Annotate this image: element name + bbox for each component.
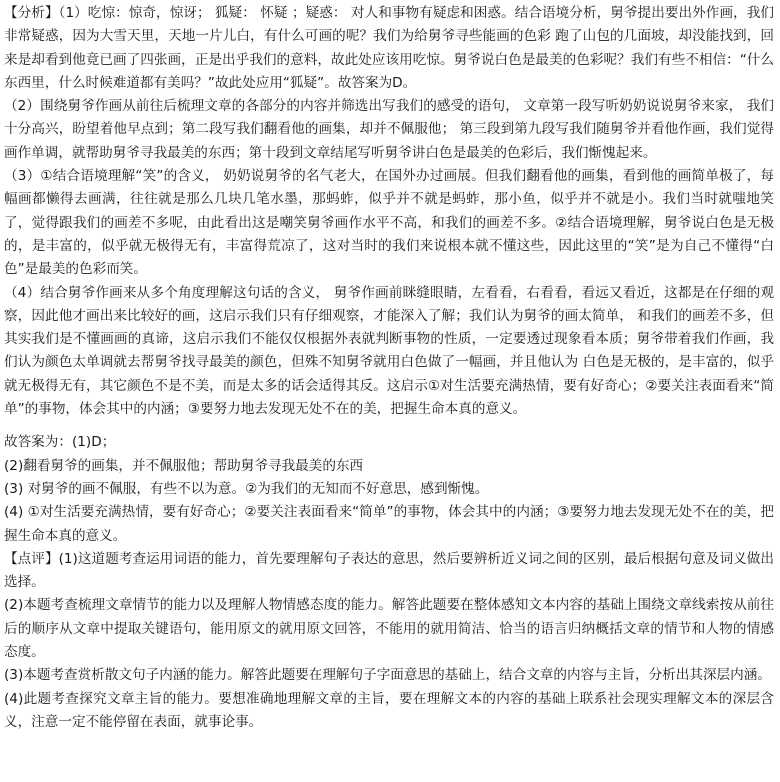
comment-2: (2)本题考查梳理文章情节的能力以及理解人物情感态度的能力。解答此题要在整体感知文本内容的基础上围绕文章线索按从前往后的顺序从文章中提取关键语句，能用原文的就用原文回答，不能用的就用简洁、恰当的语言归纳概括文章的情节和人物的情感态度。 [4, 597, 774, 661]
comment-1: 【点评】(1)这道题考查运用词语的能力，首先要理解句子表达的意思，然后要辨析近义词之间的区别，最后根据句意及词义做出选择。 [4, 550, 774, 591]
analysis-part-1: 【分析】（1）吃惊：惊奇，惊讶； 狐疑： 怀疑 ；疑惑： 对人和事物有疑虑和困惑。结合语境分析，舅爷提出要出外作画，我们非常疑惑，因为大雪天里，天地一片儿白，有什么可画的呢？我们为给舅爷寻些能画的色彩 跑了山包的几面坡，却没能找到，回来是却看到他竟已画了四张画，正是出乎我们的意料，故此处应该用吃惊。舅爷说白色是最美的色彩呢？我们有些不相信：“什么东西里，什么时候难道都有美吗？”故此处应用“狐疑”。故答案为D。 [4, 5, 774, 91]
answer-4: (4) ①对生活要充满热情，要有好奇心；②要关注表面看来“简单”的事物，体会其中的内涵；③要努力地去发现无处不在的美，把握生命本真的意义。 [4, 504, 774, 544]
answer-2: (2)翻看舅爷的画集，并不佩服他；帮助舅爷寻我最美的东西 [4, 457, 364, 474]
analysis-part-2: （2）围绕舅爷作画从前往后梳理文章的各部分的内容并筛选出写我们的感受的语句， 文章第一段写听奶奶说说舅爷来家， 我们十分高兴，盼望着他早点到；第二段写我们翻看他的画集，却并不佩服他； 第三段到第九段写我们随舅爷并看他作画，我们觉得画作单调，就帮助舅爷寻我最美的东西；第十段到文章结尾写听舅爷讲白色是最美的色彩后，我们惭愧起来。 [4, 98, 774, 161]
answer-1: 故答案为：(1)D； [4, 434, 116, 451]
analysis-part-3: （3）①结合语境理解“笑”的含义， 奶奶说舅爷的名气老大，在国外办过画展。但我们翻看他的画集，看到他的画简单极了，每幅画都懒得去画满，往往就是那么几块几笔水墨，那蚂蚱，似乎并不就是蚂蚱，那小鱼，似乎并不就是小。我们当时就嗤地笑了，觉得跟我们的画差不多呢，由此看出这是嘲笑舅爷画作水平不高，和我们的画差不多。②结合语境理解，舅爷说白色是无极的，是丰富的，似乎就无极得无有，丰富得荒凉了，这对当时的我们来说根本就不懂这些，因此这里的“笑”是为自己不懂得“白色”是最美的色彩而笑。 [4, 168, 774, 278]
analysis-part-4: （4）结合舅爷作画来从多个角度理解这句话的含义， 舅爷作画前眯缝眼睛，左看看，右看看，看远又看近，这都是在仔细的观察，因此他才画出来比较好的画，这启示我们只有仔细观察，才能深入了解；我们认为舅爷的画太简单， 和我们的画差不多，但其实我们是不懂画画的真谛，这启示我们不能仅仅根据外表就判断事物的性质，一定要透过现象看本质；舅爷带着我们作画，我们认为颜色太单调就去帮舅爷找寻最美的颜色，但殊不知舅爷就用白色做了一幅画，并且他认为 白色是无极的，是丰富的，似乎就无极得无有，其它颜色不是不美，而是太多的话会适得其反。这启示①对生活要充满热情，要有好奇心；②要关注表面看来“简单”的事物，体会其中的内涵；③要努力地去发现无处不在的美，把握生命本真的意义。 [4, 284, 774, 418]
analysis-section [4, 2, 774, 421]
answer-section [4, 431, 774, 547]
comment-4: (4)此题考查探究文章主旨的能力。要想准确地理解文章的主旨，要在理解文本的内容的基础上联系社会现实理解文本的深层含义，注意一定不能停留在表面，就事论事。 [4, 690, 774, 730]
section-spacer [4, 421, 774, 431]
answer-3: (3) 对舅爷的画不佩服，有些不以为意。②为我们的无知而不好意思，感到惭愧。 [4, 480, 489, 497]
comment-section [4, 548, 774, 734]
comment-3: (3)本题考查赏析散文句子内涵的能力。解答此题要在理解句子字面意思的基础上，结合文章的内容与主旨，分析出其深层内涵。 [4, 667, 771, 684]
